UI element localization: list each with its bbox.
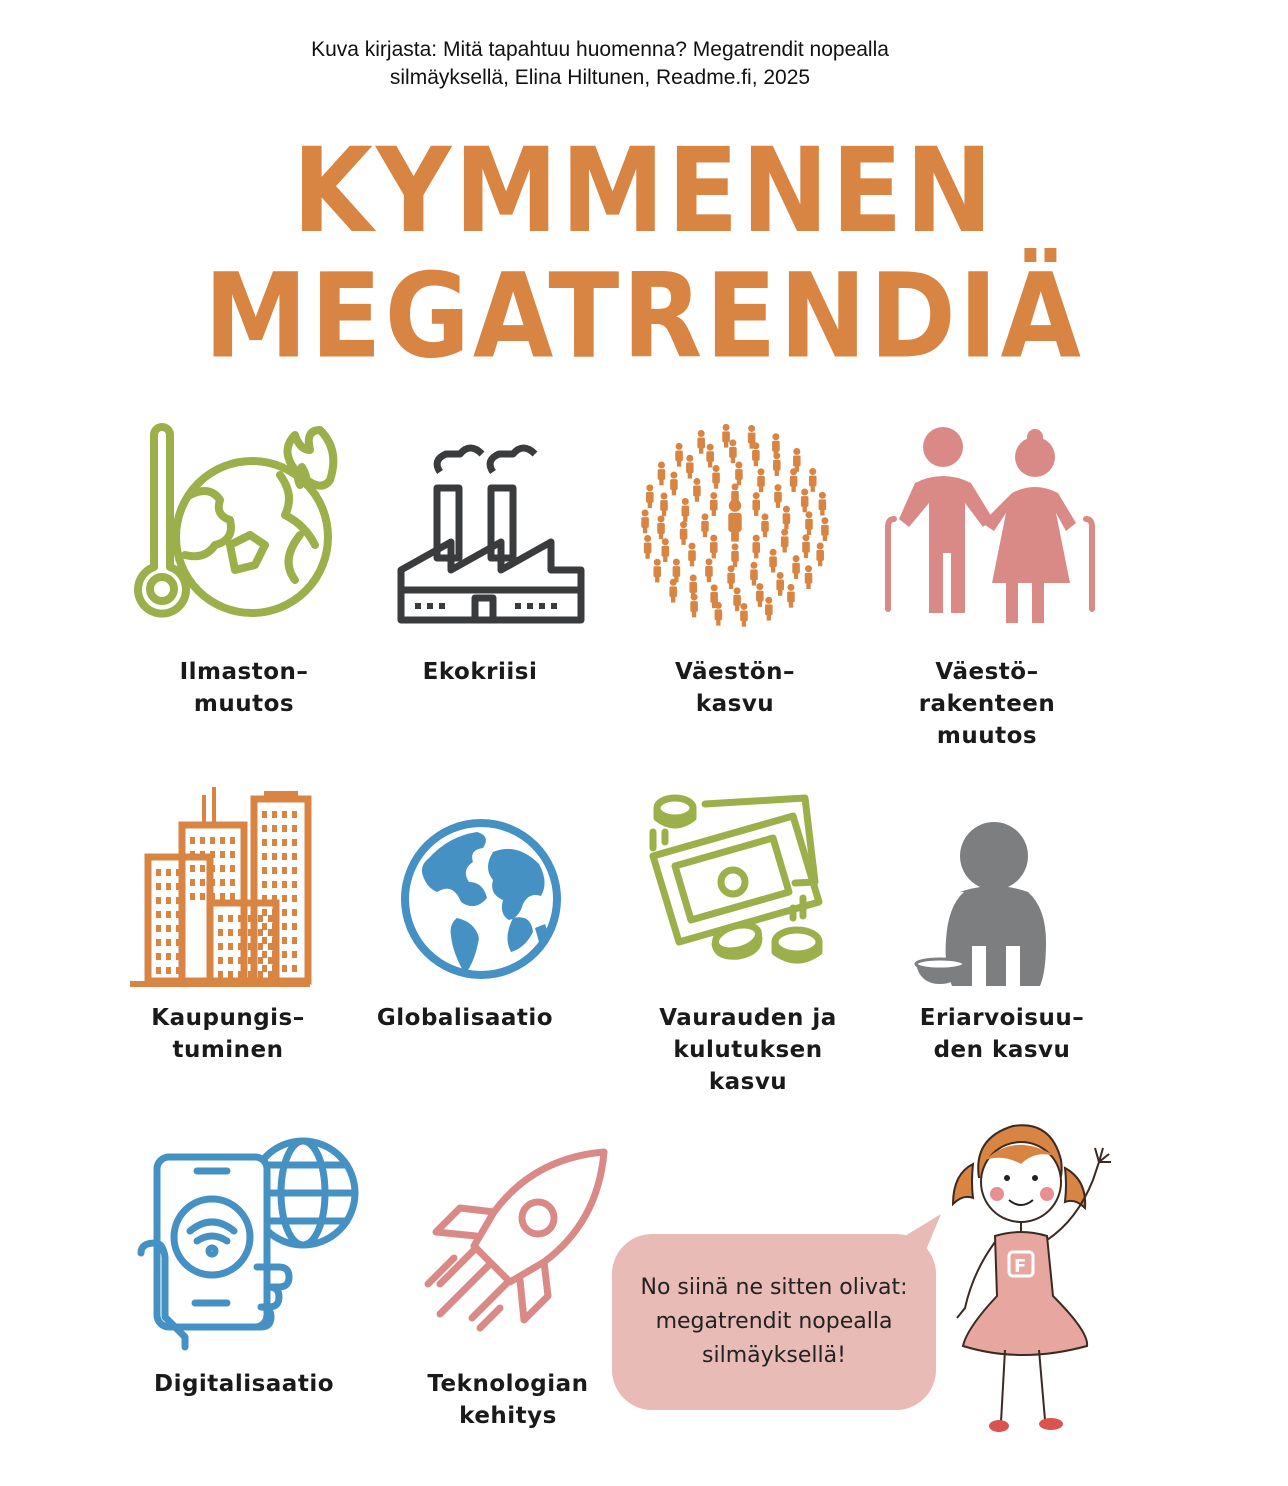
building-window: [228, 957, 233, 964]
person-figure: [675, 443, 683, 467]
svg-text:F: F: [1014, 1256, 1027, 1277]
title-line-1: KYMMENEN: [292, 122, 996, 260]
building-window: [190, 837, 195, 844]
building-window: [262, 923, 267, 930]
building-window: [282, 811, 287, 818]
building-window: [218, 943, 223, 950]
building-window: [282, 951, 287, 958]
building-window: [220, 851, 225, 858]
building-window: [292, 909, 297, 916]
building-window: [292, 825, 297, 832]
building-window: [230, 865, 235, 872]
building-window: [282, 881, 287, 888]
building-window: [282, 867, 287, 874]
sitting-person-bowl-icon: [912, 818, 1062, 988]
building-window: [258, 971, 263, 978]
person-figure: [715, 602, 723, 626]
person-figure: [793, 448, 801, 472]
building-window: [210, 865, 215, 872]
building-window: [248, 943, 253, 950]
person-figure: [727, 565, 735, 589]
trend-label-climate: [114, 656, 374, 720]
person-figure: [783, 506, 791, 530]
person-figure: [801, 489, 809, 513]
label-line: kehitys: [459, 1403, 557, 1429]
speech-bubble: [612, 1234, 936, 1410]
building-window: [176, 883, 181, 890]
person-figure: [662, 538, 670, 562]
building-window: [210, 893, 215, 900]
building-window: [218, 971, 223, 978]
trend-label-globalization: [335, 1002, 595, 1034]
person-figure: [774, 484, 782, 508]
building-window: [166, 883, 171, 890]
building-window: [268, 929, 273, 936]
building-window: [282, 853, 287, 860]
building-window: [258, 943, 263, 950]
trend-label-urbanization: [98, 1002, 358, 1066]
building-window: [156, 883, 161, 890]
building-window: [262, 895, 267, 902]
book-credit: [200, 36, 1000, 92]
person-figure: [776, 572, 784, 596]
building-window: [268, 915, 273, 922]
building-window: [262, 951, 267, 958]
building-window: [228, 929, 233, 936]
globe-icon: [395, 818, 570, 983]
building-window: [292, 839, 297, 846]
person-figure: [756, 583, 764, 607]
person-figure: [802, 534, 810, 558]
building-window: [258, 929, 263, 936]
building-window: [282, 965, 287, 972]
building-window: [210, 837, 215, 844]
person-figure: [722, 424, 730, 448]
label-line: Vaurauden ja: [659, 1005, 837, 1031]
building-window: [228, 943, 233, 950]
building-window: [166, 939, 171, 946]
waving-girl-icon: [935, 1120, 1135, 1445]
building-window: [200, 837, 205, 844]
person-figure: [680, 521, 688, 545]
person-figure: [792, 555, 800, 579]
building-window: [166, 925, 171, 932]
building-window: [166, 869, 171, 876]
building-window: [230, 837, 235, 844]
building-window: [238, 915, 243, 922]
building-window: [292, 881, 297, 888]
building-window: [156, 925, 161, 932]
building-window: [176, 925, 181, 932]
building-window: [268, 957, 273, 964]
building-window: [248, 957, 253, 964]
person-figure: [688, 543, 696, 567]
building-window: [220, 865, 225, 872]
building-window: [176, 911, 181, 918]
building-window: [218, 915, 223, 922]
building-window: [176, 939, 181, 946]
person-figure: [712, 465, 720, 489]
city-buildings-icon: [130, 785, 315, 990]
person-figure: [697, 430, 705, 454]
person-figure: [752, 492, 760, 516]
building-window: [228, 915, 233, 922]
person-figure: [787, 584, 795, 608]
building-window: [262, 909, 267, 916]
building-window: [176, 953, 181, 960]
factory-icon: [395, 430, 590, 625]
building-window: [166, 953, 171, 960]
person-figure: [658, 462, 666, 486]
person-figure: [653, 559, 661, 583]
label-line: Väestön–: [674, 659, 796, 685]
trend-label-inequality: [872, 1002, 1132, 1066]
building-window: [268, 971, 273, 978]
trend-label-wealth-consumption: [618, 1002, 878, 1098]
person-figure: [690, 594, 698, 618]
label-line: Ilmaston–: [179, 659, 309, 685]
building-window: [190, 851, 195, 858]
building-window: [176, 869, 181, 876]
label-line: Teknologian: [427, 1371, 589, 1397]
rocket-icon: [420, 1148, 610, 1333]
building-window: [190, 879, 195, 886]
building-window: [262, 867, 267, 874]
building-window: [272, 909, 277, 916]
building-window: [282, 895, 287, 902]
building-window: [272, 895, 277, 902]
climate-change-icon: [130, 425, 340, 625]
building-window: [262, 937, 267, 944]
building-window: [292, 951, 297, 958]
building-window: [262, 853, 267, 860]
person-figure: [644, 535, 652, 559]
building-window: [200, 851, 205, 858]
building-window: [210, 851, 215, 858]
building-window: [282, 825, 287, 832]
building-window: [238, 943, 243, 950]
money-coins-icon: [645, 790, 830, 970]
person-figure: [669, 579, 677, 603]
label-line: muutos: [193, 691, 295, 717]
smartphone-globe-icon: [135, 1135, 360, 1350]
building-window: [282, 937, 287, 944]
building-window: [262, 881, 267, 888]
person-figure: [670, 472, 678, 496]
building-window: [282, 909, 287, 916]
population-crowd-icon: [640, 430, 830, 625]
building-window: [230, 879, 235, 886]
building-window: [282, 839, 287, 846]
person-figure: [816, 542, 824, 566]
building-window: [230, 851, 235, 858]
building-window: [156, 911, 161, 918]
building-window: [200, 879, 205, 886]
building-window: [156, 897, 161, 904]
building-window: [220, 879, 225, 886]
person-figure: [706, 444, 714, 468]
label-line: Eriarvoisuu–: [919, 1005, 1085, 1031]
bubble-line-2: megatrendit nopealla: [655, 1309, 893, 1334]
credit-line-1: Kuva kirjasta: Mitä tapahtuu huomenna? Megatrendit nopealla: [311, 38, 889, 61]
building-window: [292, 923, 297, 930]
building-window: [248, 929, 253, 936]
person-figure: [733, 587, 741, 611]
building-window: [272, 853, 277, 860]
trend-label-population-growth: [605, 656, 865, 720]
trend-label-technology: [378, 1368, 638, 1432]
building-window: [190, 893, 195, 900]
building-window: [292, 811, 297, 818]
person-figure: [752, 535, 760, 559]
building-window: [218, 929, 223, 936]
building-window: [272, 811, 277, 818]
building-window: [156, 869, 161, 876]
person-figure: [805, 565, 813, 589]
building-window: [272, 923, 277, 930]
label-line: tuminen: [172, 1037, 284, 1063]
building-window: [292, 895, 297, 902]
person-figure: [710, 492, 718, 516]
person-figure: [701, 513, 709, 537]
building-window: [230, 893, 235, 900]
person-figure: [821, 517, 829, 541]
person-figure: [750, 562, 758, 586]
building-window: [272, 937, 277, 944]
building-window: [292, 853, 297, 860]
person-figure: [765, 597, 773, 621]
person-figure: [781, 529, 789, 553]
trend-label-ecocrisis: [350, 656, 610, 688]
person-figure: [819, 492, 827, 516]
building-window: [220, 893, 225, 900]
bubble-line-3: silmäyksellä!: [702, 1343, 846, 1368]
building-window: [166, 967, 171, 974]
building-window: [200, 865, 205, 872]
person-figure: [769, 549, 777, 573]
building-window: [272, 881, 277, 888]
person-figure: [686, 455, 694, 479]
bubble-line-1: No siinä ne sitten olivat:: [640, 1275, 908, 1300]
building-window: [248, 971, 253, 978]
building-window: [200, 893, 205, 900]
label-line: Digitalisaatio: [153, 1371, 335, 1397]
label-line: kasvu: [695, 691, 775, 717]
building-window: [238, 971, 243, 978]
label-line: muutos: [936, 723, 1038, 749]
trend-label-population-structure: [857, 656, 1117, 752]
building-window: [238, 957, 243, 964]
person-figure: [646, 484, 654, 508]
trend-label-digitalization: [114, 1368, 374, 1400]
person-figure: [809, 468, 817, 492]
building-window: [156, 967, 161, 974]
building-window: [156, 953, 161, 960]
building-window: [268, 943, 273, 950]
building-window: [258, 915, 263, 922]
building-window: [218, 957, 223, 964]
building-window: [210, 879, 215, 886]
person-figure: [710, 535, 718, 559]
credit-line-2: silmäyksellä, Elina Hiltunen, Readme.fi, 2025: [389, 66, 811, 89]
building-window: [156, 939, 161, 946]
title-line-2: MEGATRENDIÄ: [204, 247, 1084, 385]
label-line: kulutuksen: [673, 1037, 823, 1063]
person-figure: [740, 603, 748, 627]
label-line: kasvu: [708, 1069, 788, 1095]
person-figure: [705, 558, 713, 582]
person-figure: [761, 513, 769, 537]
building-window: [282, 923, 287, 930]
label-line: Ekokriisi: [422, 659, 538, 685]
label-line: Väestö–: [935, 659, 1039, 685]
person-figure: [657, 515, 665, 539]
building-window: [292, 937, 297, 944]
person-figure: [641, 510, 649, 534]
building-window: [176, 897, 181, 904]
person-figure: [790, 468, 798, 492]
person-figure: [729, 439, 737, 463]
building-window: [262, 839, 267, 846]
label-line: Kaupungis–: [151, 1005, 305, 1031]
building-window: [238, 929, 243, 936]
person-figure: [731, 543, 739, 567]
building-window: [166, 897, 171, 904]
building-window: [292, 867, 297, 874]
person-figure: [735, 462, 743, 486]
building-window: [228, 971, 233, 978]
building-window: [220, 837, 225, 844]
page-title: [100, 122, 1188, 385]
building-window: [262, 965, 267, 972]
building-window: [262, 811, 267, 818]
label-line: den kasvu: [933, 1037, 1071, 1063]
building-window: [262, 825, 267, 832]
building-window: [166, 911, 171, 918]
label-line: rakenteen: [918, 691, 1056, 717]
building-window: [272, 825, 277, 832]
person-figure: [805, 511, 813, 535]
building-window: [292, 965, 297, 972]
building-window: [176, 967, 181, 974]
person-figure: [673, 559, 681, 583]
building-window: [272, 867, 277, 874]
building-window: [248, 915, 253, 922]
person-figure: [757, 468, 765, 492]
elderly-couple-icon: [880, 425, 1105, 615]
person-figure: [660, 493, 668, 517]
building-window: [272, 951, 277, 958]
building-window: [190, 865, 195, 872]
label-line: Globalisaatio: [376, 1005, 554, 1031]
building-window: [272, 965, 277, 972]
person-figure: [693, 478, 701, 502]
building-window: [272, 839, 277, 846]
building-window: [258, 957, 263, 964]
person-figure: [682, 498, 690, 522]
